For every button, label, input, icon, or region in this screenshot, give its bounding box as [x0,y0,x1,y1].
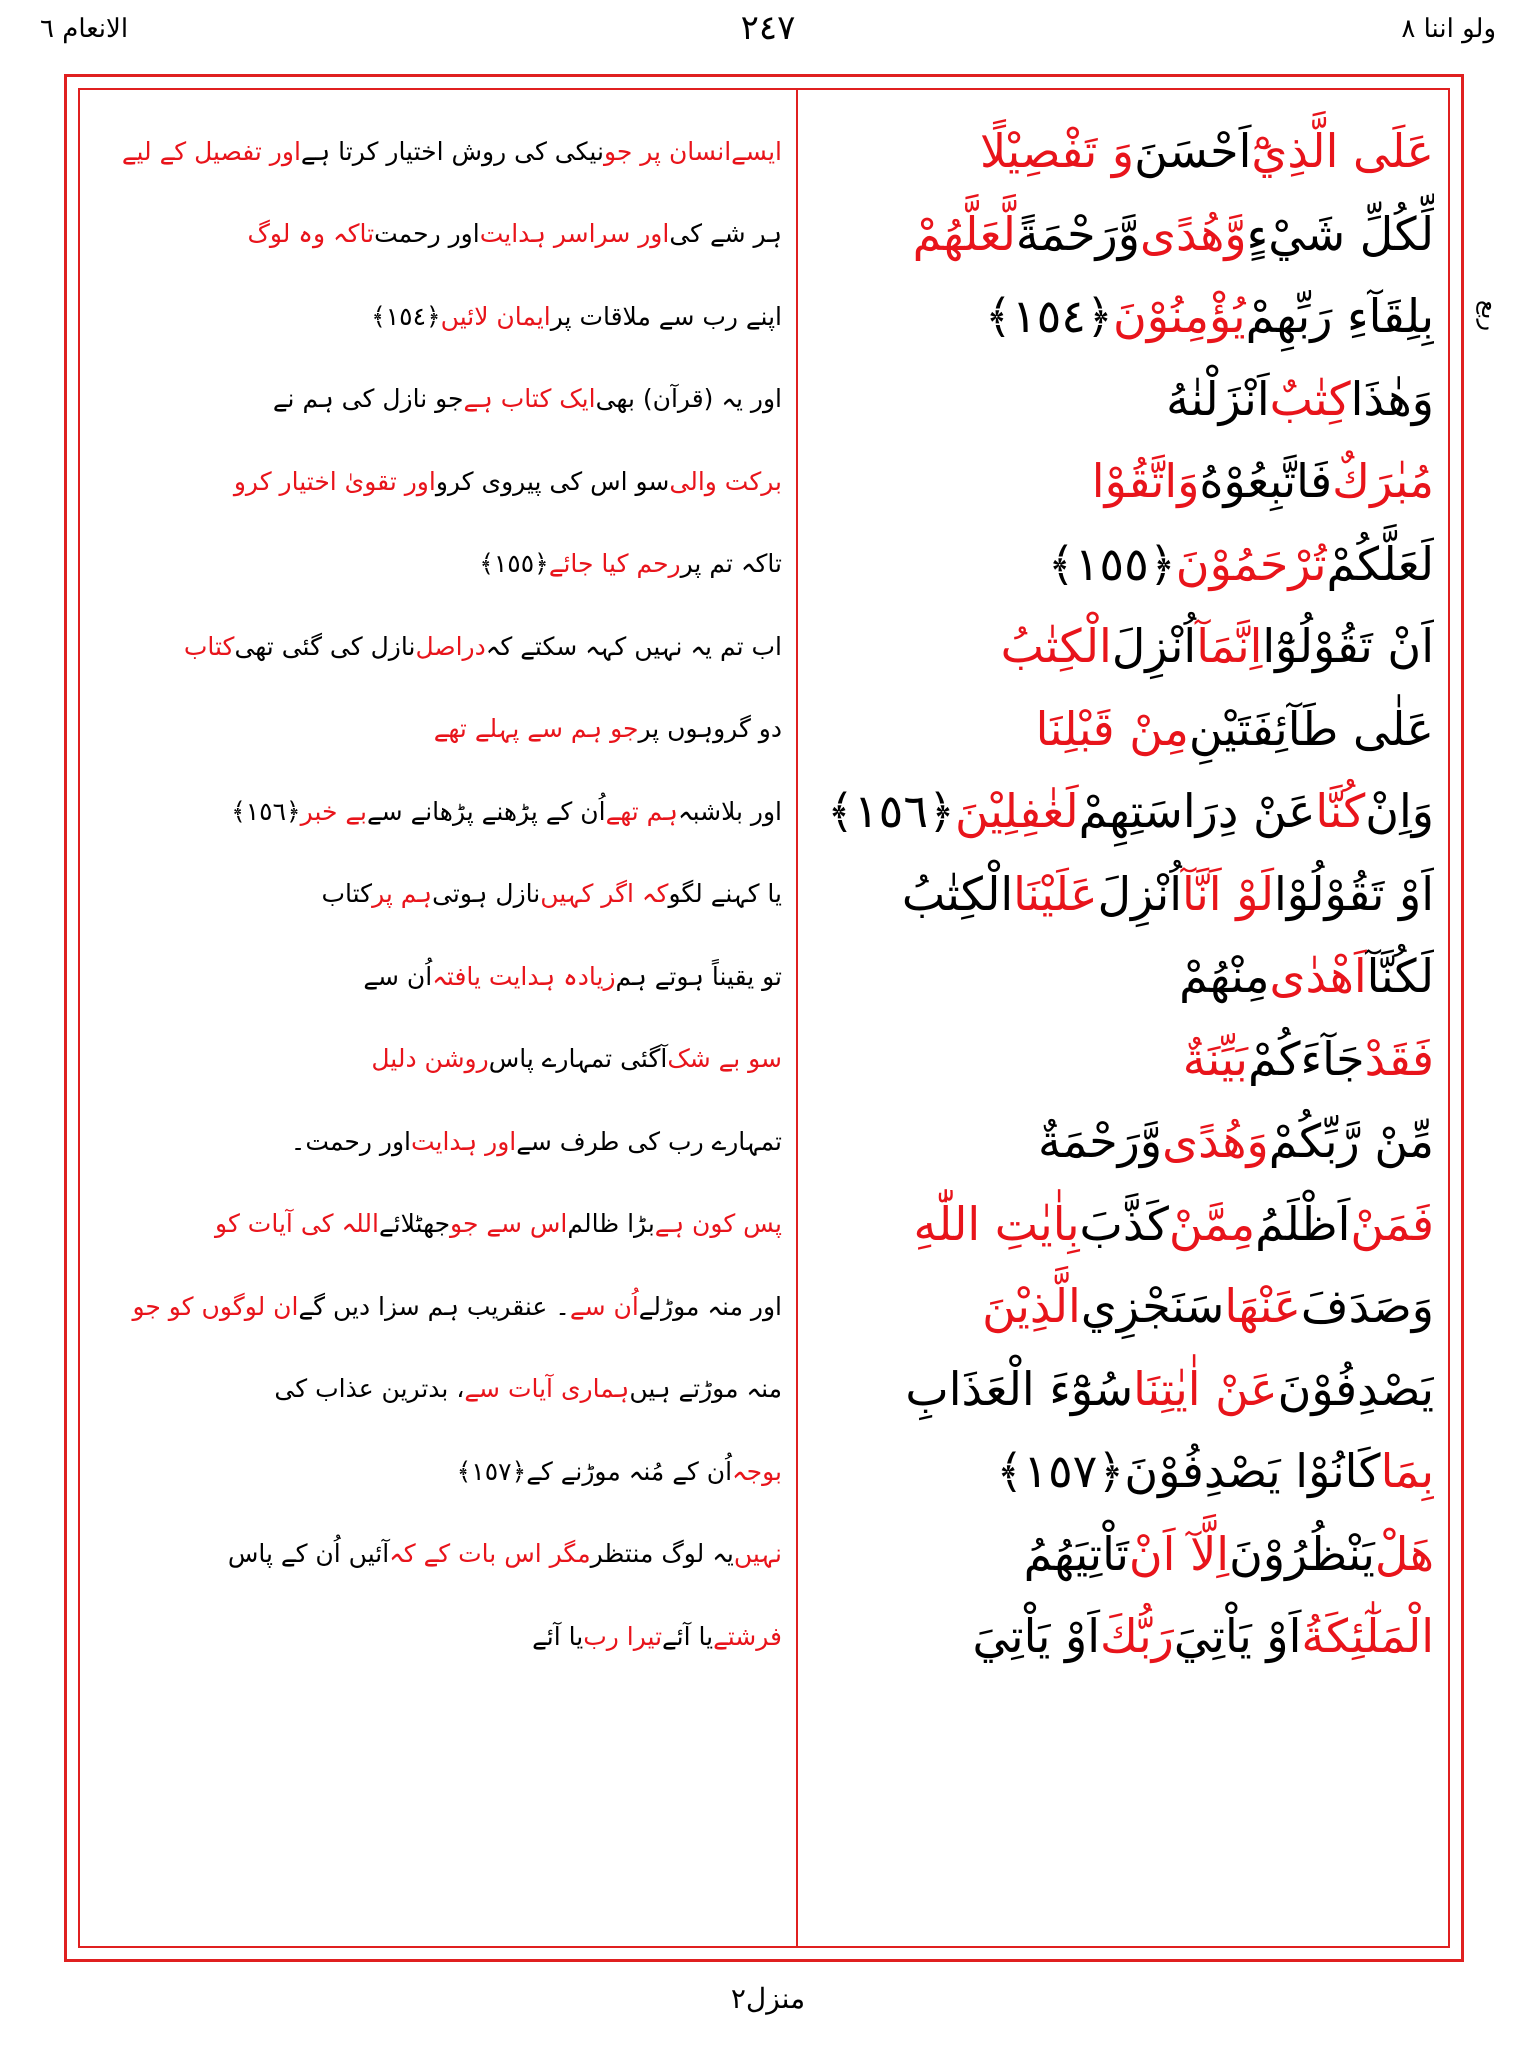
highlighted-text: ایسے [731,136,782,166]
arabic-verse-line [806,605,1434,688]
text-segment: الْكِتٰبُ [901,866,1014,921]
text-segment: اور رحمت [374,219,480,249]
arabic-verse-line [806,1595,1434,1678]
text-segment: یا آئے [662,1621,714,1651]
highlighted-text: فرشتے [713,1621,782,1651]
highlighted-text: اور تقویٰ اختیار کرو [233,466,436,496]
highlighted-text: لَغٰفِلِيْنَ [955,784,1079,839]
surah-name-header: الانعام ٦ [40,14,129,44]
arabic-verse-line [806,1513,1434,1596]
highlighted-text: وَاتَّقُوْا [1091,454,1200,509]
highlighted-text: ہم تھے [605,796,678,826]
text-segment: اب تم یہ نہیں کہہ سکتے کہ [485,631,782,661]
text-segment: يَصْدِفُوْنَ [1277,1361,1434,1416]
column-divider [796,88,798,1948]
urdu-translation-line [92,935,782,1018]
page-number: ٢٤٧ [740,8,796,48]
highlighted-text: بوجہ [732,1456,782,1486]
text-segment: اَوْ يَاْتِيَ [972,1609,1101,1664]
text-segment: يَنْظُرُوْنَ [1229,1526,1375,1581]
text-segment: اُن سے [363,961,433,991]
highlighted-text: کتاب [183,631,235,661]
highlighted-text: ہماری آیات سے [464,1374,630,1404]
highlighted-text: ایک کتاب ہے [463,384,596,414]
text-segment: ۔ عنقریب ہم سزا دیں گے [298,1291,570,1321]
urdu-translation-line [92,688,782,771]
highlighted-text: اس سے جو [450,1209,568,1239]
text-segment: وَّرَحْمَةٌ [1037,1114,1163,1169]
text-segment: اَحْسَنَ [1134,124,1252,179]
urdu-translation-line [92,275,782,358]
text-segment: ، بدترین عذاب کی [274,1374,465,1404]
highlighted-text: الْمَلٰٓئِكَةُ [1301,1609,1434,1664]
text-segment: جھٹلائے [379,1209,451,1239]
arabic-verse-line [806,1183,1434,1266]
text-segment: اور یہ (قرآن) بھی [595,384,782,414]
urdu-translation-line [92,1513,782,1596]
highlighted-text: كُنَّا [1315,784,1366,839]
text-segment: بِلِقَآءِ رَبِّهِمْ [1245,289,1434,344]
arabic-verse-line [806,688,1434,771]
arabic-verse-line [806,358,1434,441]
text-segment: عَلٰى طَآئِفَتَيْنِ [1188,701,1434,756]
text-segment: یہ لوگ منتظر [590,1539,734,1569]
highlighted-text: تُرْحَمُوْنَ [1175,536,1327,591]
highlighted-text: رَبُّكَ [1100,1609,1174,1664]
highlighted-text: فَقَدْ [1364,1031,1434,1086]
highlighted-text: بَيِّنَةٌ [1182,1031,1248,1086]
text-segment: آئیں اُن کے پاس [227,1539,390,1569]
highlighted-text: اور سراسر ہدایت [479,219,670,249]
text-segment: لَكُنَّآ [1366,949,1434,1004]
text-segment: یا کہنے لگو [668,879,782,909]
text-segment: تاکہ تم پر [680,549,782,579]
text-segment: ﴿١٥٥﴾ [1047,536,1176,591]
text-segment: ﴿١٥٦﴾ [826,784,955,839]
highlighted-text: مگر اس بات کے کہ [389,1539,591,1569]
highlighted-text: تیرا رب [583,1621,663,1651]
highlighted-text: بے خبر [300,796,368,826]
text-segment: اَنْ تَقُوْلُوْٓا [1262,619,1434,674]
text-segment: فَاتَّبِعُوْهُ [1199,454,1333,509]
highlighted-text: اَهْدٰى [1269,949,1367,1004]
text-segment: تَاْتِيَهُمُ [1023,1526,1129,1581]
arabic-verse-line [806,853,1434,936]
urdu-translation-line [92,523,782,606]
manzil-footer: منزل٢ [730,1982,806,2015]
text-segment: جو نازل کی ہم نے [272,384,464,414]
highlighted-text: الَّذِيْنَ [982,1279,1081,1334]
text-segment: عَنْ دِرَاسَتِهِمْ [1078,784,1316,839]
text-segment: اَنْزَلْنٰهُ [1166,371,1270,426]
text-segment: ﴿١٥٧﴾ [456,1456,527,1486]
highlighted-text: کہ اگر کہیں [540,879,669,909]
urdu-translation-line [92,193,782,276]
text-segment: ہر شے کی [669,219,782,249]
text-segment: سَنَجْزِي [1080,1279,1225,1334]
highlighted-text: سو بے شک [667,1044,782,1074]
arabic-verse-line [806,110,1434,193]
arabic-verse-line [806,1018,1434,1101]
urdu-translation-line [92,1183,782,1266]
ruku-marker: ربع [1476,300,1504,332]
highlighted-text: وَهُدًى [1162,1114,1269,1169]
arabic-verse-line [806,1265,1434,1348]
urdu-translation-line [92,1430,782,1513]
text-segment: ﴿١٥٤﴾ [984,289,1113,344]
urdu-translation-line [92,1100,782,1183]
highlighted-text: جو ہم سے پہلے تھے [433,714,639,744]
text-segment: اُنْزِلَ [1111,619,1197,674]
text-segment: نیکی کی روش اختیار کرتا ہے [300,136,604,166]
highlighted-text: مِمَّنْ [1168,1196,1256,1251]
text-segment: اَظْلَمُ [1255,1196,1351,1251]
urdu-translation-line [92,770,782,853]
highlighted-text: لَوْ اَنَّآ [1181,866,1274,921]
text-segment: وَهٰذَا [1350,371,1434,426]
highlighted-text: اِنَّمَآ [1196,619,1263,674]
highlighted-text: رحم کیا جائے [548,549,681,579]
highlighted-text: وَّهُدًى [1139,206,1247,261]
highlighted-text: اور ہدایت [410,1126,517,1156]
highlighted-text: مُبٰرَكٌ [1332,454,1434,509]
text-segment: اپنے رب سے ملاقات پر [550,301,782,331]
highlighted-text: لَّعَلَّهُمْ [912,206,1016,261]
text-segment: آگئی تمہارے پاس [488,1044,668,1074]
highlighted-text: انسان پر جو [603,136,732,166]
arabic-verse-line [806,1430,1434,1513]
text-segment: اُنْزِلَ [1097,866,1182,921]
highlighted-text: عَلَيْنَا [1013,866,1098,921]
text-segment: مِّنْ رَّبِّكُمْ [1268,1114,1434,1169]
urdu-translation-line [92,110,782,193]
juz-name-header: ولو اننا ٨ [1401,14,1496,44]
text-segment: اور منہ موڑلے [638,1291,782,1321]
urdu-translation-line [92,358,782,441]
text-segment: وَصَدَفَ [1300,1279,1434,1334]
text-segment: وَّرَحْمَةً [1015,206,1140,261]
text-segment: لَعَلَّكُمْ [1326,536,1434,591]
highlighted-text: فَمَنْ [1350,1196,1434,1251]
urdu-translation-line [92,440,782,523]
text-segment: كَانُوْا يَصْدِفُوْنَ [1124,1444,1381,1499]
text-segment: اَوْ تَقُوْلُوْا [1273,866,1434,921]
urdu-translation-line [92,1595,782,1678]
text-segment: کتاب [321,879,373,909]
urdu-translation-line [92,605,782,688]
text-segment: یا آئے [532,1621,584,1651]
highlighted-text: پس کون ہے [654,1209,782,1239]
text-segment: نازل کی گئی تھی [234,631,416,661]
arabic-verse-line [806,523,1434,606]
text-segment: لِّكُلِّ شَيْءٍ [1246,206,1434,261]
arabic-verse-line [806,1100,1434,1183]
highlighted-text: عَنْهَا [1224,1279,1301,1334]
highlighted-text: اُن سے [569,1291,639,1321]
arabic-verse-line [806,193,1434,276]
highlighted-text: هَلْ [1374,1526,1434,1581]
text-segment: تو یقیناً ہوتے ہم [615,961,782,991]
text-segment: سُوْٓءَ الْعَذَابِ [905,1361,1134,1416]
text-segment: اور رحمت۔ [290,1126,411,1156]
highlighted-text: وَ تَفْصِيْلًا [979,124,1135,179]
arabic-verse-line [806,275,1434,358]
urdu-translation-line [92,1265,782,1348]
text-segment: وَاِنْ [1365,784,1434,839]
text-segment: جَآءَكُمْ [1247,1031,1365,1086]
urdu-translation-line [92,1348,782,1431]
text-segment: ﴿١٥٥﴾ [479,549,549,579]
text-segment: اُن کے پڑھنے پڑھانے سے [367,796,606,826]
text-segment: تمہارے رب کی طرف سے [516,1126,782,1156]
text-segment: مِنْهُمْ [1179,949,1270,1004]
highlighted-text: دراصل [415,631,486,661]
text-segment: اور بلاشبہ [677,796,782,826]
highlighted-text: اور تفصیل کے لیے [121,136,301,166]
arabic-verse-line [806,1348,1434,1431]
text-segment: اُن کے مُنہ موڑنے کے [526,1456,733,1486]
arabic-verse-line [806,935,1434,1018]
text-segment: منہ موڑتے ہیں [629,1374,782,1404]
urdu-translation-line [92,853,782,936]
highlighted-text: كِتٰبٌ [1269,371,1351,426]
text-segment: اَوْ يَاْتِيَ [1173,1609,1302,1664]
text-segment: دو گروہوں پر [638,714,782,744]
highlighted-text: يُؤْمِنُوْنَ [1112,289,1246,344]
highlighted-text: تاکہ وہ لوگ [247,219,375,249]
arabic-verse-line [806,440,1434,523]
text-segment: ﴿١٥٤﴾ [371,301,441,331]
text-segment: ﴿١٥٧﴾ [996,1444,1125,1499]
page-header [0,4,1536,64]
highlighted-text: روشن دلیل [371,1044,489,1074]
text-segment: بڑا ظالم [567,1209,655,1239]
highlighted-text: ایمان لائیں [440,301,551,331]
highlighted-text: اِلَّآ اَنْ [1128,1526,1230,1581]
highlighted-text: عَنْ اٰيٰتِنَا [1133,1361,1278,1416]
highlighted-text: زیادہ ہدایت یافتہ [432,961,616,991]
highlighted-text: الْكِتٰبُ [1000,619,1112,674]
highlighted-text: بِمَا [1380,1444,1434,1499]
text-segment: كَذَّبَ [1079,1196,1169,1251]
text-segment: نازل ہوتی [432,879,541,909]
text-segment: ﴿١٥٦﴾ [231,796,301,826]
highlighted-text: مِنْ قَبْلِنَا [1035,701,1189,756]
urdu-translation-column [92,110,782,1678]
text-segment: سو اس کی پیروی کرو [435,466,670,496]
highlighted-text: برکت والی [669,466,782,496]
highlighted-text: ہم پر [372,879,433,909]
arabic-verse-line [806,770,1434,853]
highlighted-text: عَلَى الَّذِيْٓ [1251,124,1434,179]
arabic-text-column [806,110,1434,1678]
highlighted-text: ان لوگوں کو جو [132,1291,299,1321]
urdu-translation-line [92,1018,782,1101]
highlighted-text: بِاٰيٰتِ اللّٰهِ [913,1196,1080,1251]
highlighted-text: اللہ کی آیات کو [215,1209,379,1239]
highlighted-text: نہیں [733,1539,782,1569]
